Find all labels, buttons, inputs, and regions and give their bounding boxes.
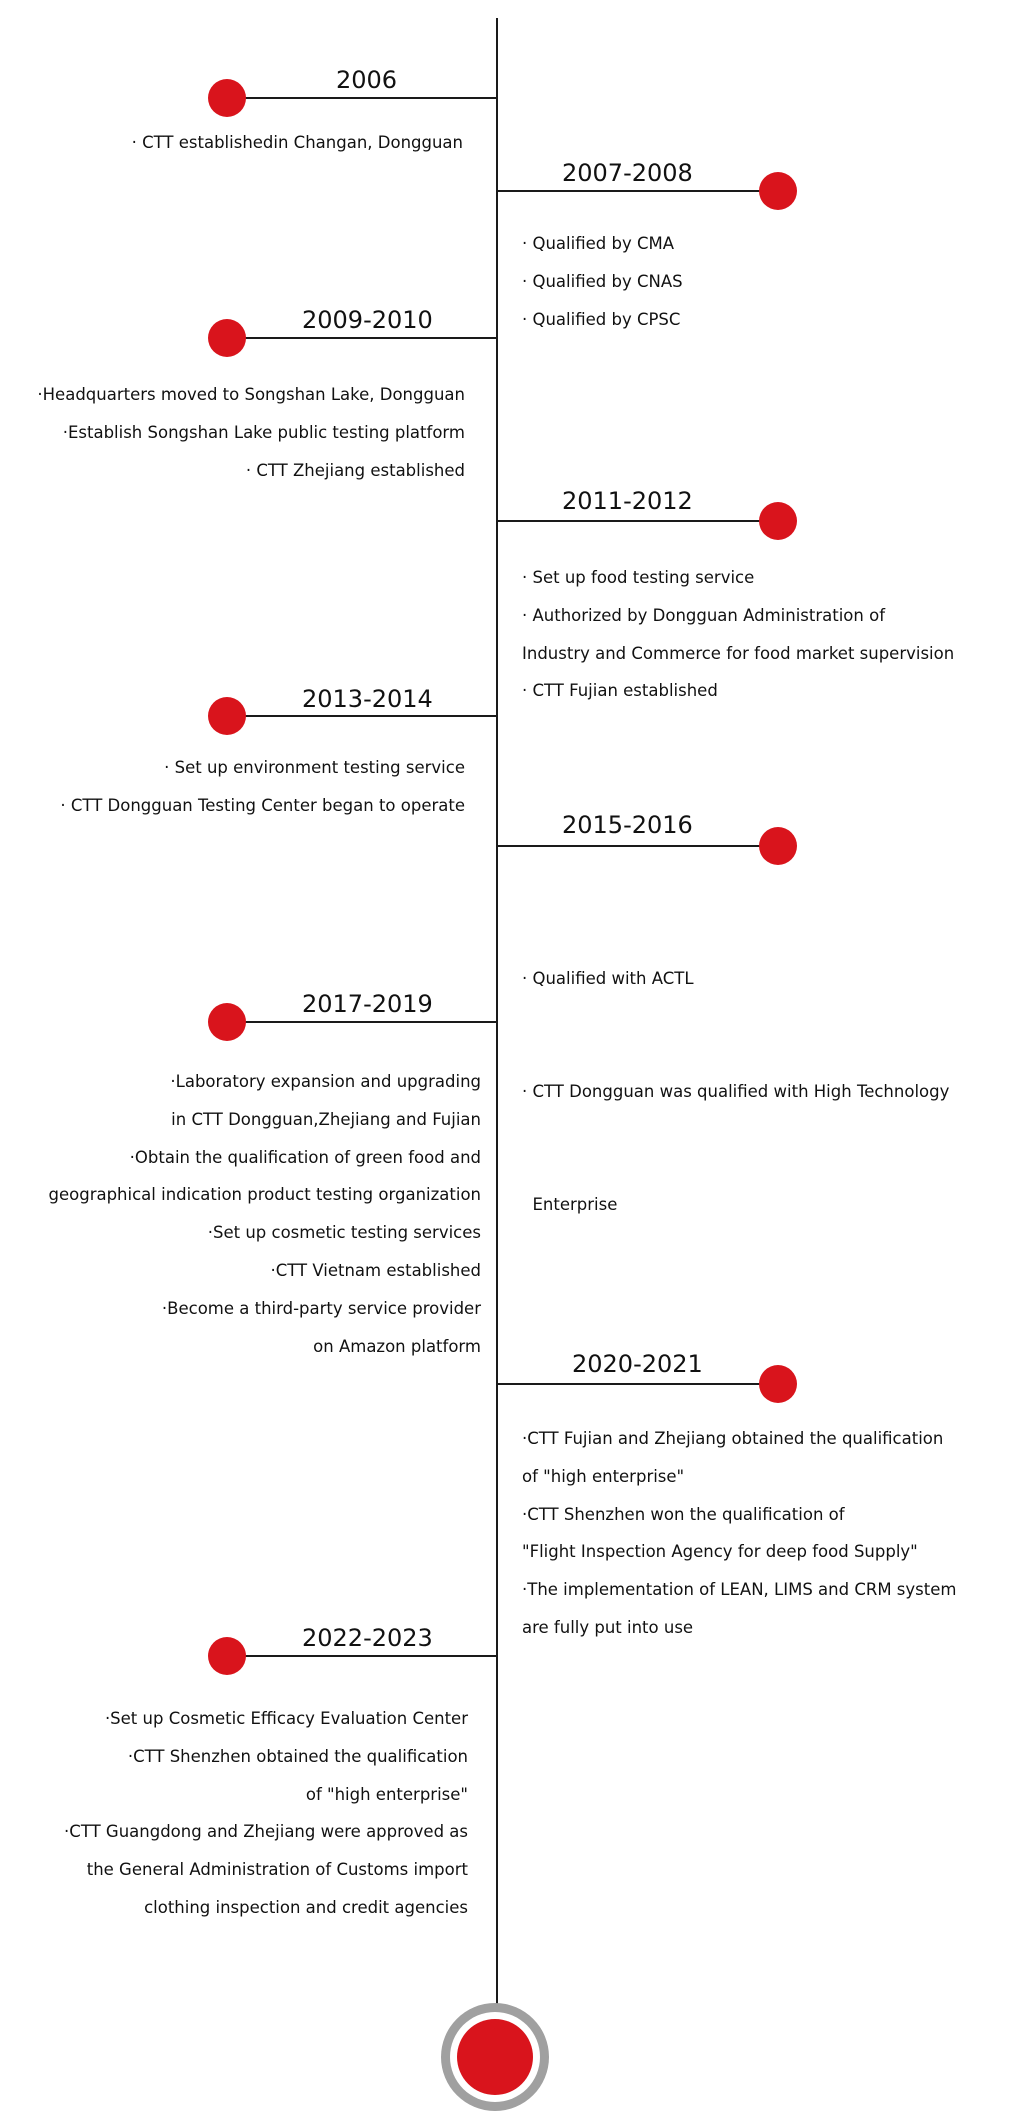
milestone-dot (759, 502, 797, 540)
milestone-item: ·CTT Shenzhen obtained the qualification (127, 1746, 468, 1766)
milestone-item: ·CTT Vietnam established (270, 1260, 481, 1280)
milestone-item: · CTT establishedin Changan, Dongguan (131, 133, 463, 152)
milestone-items (522, 884, 949, 1300)
milestone-dot (208, 1003, 246, 1041)
milestone-item: · Set up environment testing service (164, 758, 465, 777)
milestone-item: · Qualified by CNAS (522, 271, 683, 291)
milestone-item: the General Administration of Customs import (86, 1860, 468, 1880)
milestone-item: · Set up food testing service (522, 568, 755, 587)
milestone-item: Enterprise (522, 1195, 618, 1215)
milestone-item: Industry and Commerce for food market supervision (522, 643, 955, 663)
milestone-item: are fully put into use (522, 1617, 694, 1637)
milestone-item: · CTT Dongguan Testing Center began to operate (60, 795, 465, 815)
milestone-items (37, 376, 465, 489)
connector-line (497, 845, 777, 847)
milestone-item: · Authorized by Dongguan Administration of (522, 605, 885, 625)
timeline-end-marker (441, 2003, 549, 2111)
milestone-item: · CTT Dongguan was qualified with High Technology (522, 1081, 950, 1101)
milestone-item: ·CTT Shenzhen won the qualification of (522, 1504, 845, 1524)
end-marker-dot (457, 2019, 533, 2095)
milestone-item: ·Set up Cosmetic Efficacy Evaluation Center (104, 1709, 468, 1728)
milestone-item: ·CTT Guangdong and Zhejiang were approved as (64, 1822, 468, 1842)
milestone-item: ·The implementation of LEAN, LIMS and CRM system (522, 1580, 957, 1600)
connector-line (226, 715, 497, 717)
connector-line (497, 1383, 777, 1385)
connector-line (497, 520, 777, 522)
milestone-item: · Qualified by CPSC (522, 309, 681, 329)
milestone-dot (759, 827, 797, 865)
milestone-year: 2013-2014 (302, 685, 433, 713)
milestone-item: ·Set up cosmetic testing services (207, 1223, 481, 1243)
milestone-dot (208, 79, 246, 117)
connector-line (226, 97, 497, 99)
milestone-item: ·Establish Songshan Lake public testing platform (62, 422, 465, 442)
milestone-item: ·Obtain the qualification of green food and (129, 1147, 481, 1167)
milestone-year: 2015-2016 (562, 811, 693, 839)
connector-line (497, 190, 777, 192)
milestone-dot (208, 697, 246, 735)
milestone-items (60, 749, 465, 825)
milestone-item: "Flight Inspection Agency for deep food Supply" (522, 1542, 918, 1562)
milestone-year: 2007-2008 (562, 159, 693, 187)
milestone-item: of "high enterprise" (522, 1466, 685, 1486)
milestone-items (132, 124, 463, 162)
milestone-items (522, 1420, 956, 1647)
milestone-item: ·Become a third-party service provider (161, 1298, 481, 1318)
milestone-item: · CTT Fujian established (522, 681, 718, 701)
milestone-item: · Qualified by CMA (522, 234, 675, 253)
milestone-dot (759, 1365, 797, 1403)
milestone-year: 2022-2023 (302, 1624, 433, 1652)
milestone-items (49, 1063, 482, 1365)
connector-line (226, 337, 497, 339)
end-marker-gap (450, 2012, 540, 2102)
milestone-dot (208, 1637, 246, 1675)
milestone-item: · CTT Zhejiang established (245, 460, 465, 480)
connector-line (226, 1655, 497, 1657)
milestone-item: in CTT Dongguan,Zhejiang and Fujian (171, 1109, 481, 1129)
milestone-item: · Qualified with ACTL (522, 968, 694, 988)
milestone-item: geographical indication product testing organization (48, 1185, 481, 1205)
milestone-item: ·Headquarters moved to Songshan Lake, Dongguan (37, 385, 465, 404)
timeline-axis (496, 18, 498, 2010)
milestone-item: on Amazon platform (313, 1336, 481, 1356)
milestone-dot (208, 319, 246, 357)
milestone-items (522, 225, 683, 338)
milestone-year: 2020-2021 (572, 1350, 703, 1378)
milestone-year: 2006 (336, 66, 398, 94)
milestone-items (64, 1700, 468, 1927)
milestone-item: ·CTT Fujian and Zhejiang obtained the qualification (522, 1429, 944, 1448)
milestone-year: 2009-2010 (302, 306, 433, 334)
milestone-year: 2011-2012 (562, 487, 693, 515)
milestone-dot (759, 172, 797, 210)
milestone-year: 2017-2019 (302, 990, 433, 1018)
connector-line (226, 1021, 497, 1023)
milestone-item: ·Laboratory expansion and upgrading (170, 1072, 481, 1091)
milestone-item: of "high enterprise" (305, 1784, 468, 1804)
milestone-items (522, 559, 954, 710)
milestone-item: clothing inspection and credit agencies (144, 1897, 468, 1917)
